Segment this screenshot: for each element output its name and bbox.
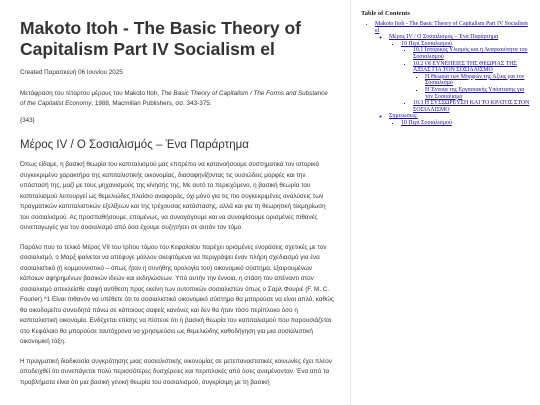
toc-link-10-3[interactable]: 10.3 Η ΣΥΣΣΩΡΕΥΣΗ ΚΑΙ ΤΟ ΚΡΑΤΟΣ ΣΤΟΝ ΣΟΣΙΑΛΙΣΜΟ	[413, 100, 530, 113]
paragraph-2-a: Παρόλο που το τελικό Μέρος VII του τρίτου τόμου του	[20, 243, 171, 251]
intro-text	[20, 89, 334, 108]
toc-item-notes-ch10	[401, 120, 531, 127]
paragraph-2	[20, 243, 334, 348]
toc-item-doc	[375, 21, 531, 127]
toc-item-10-3	[413, 100, 531, 113]
toc-item-labour-substance	[425, 87, 531, 100]
toc-link-doc[interactable]: Makoto Itoh - The Basic Theory of Capitalism Part IV Socialism el	[375, 21, 528, 34]
intro-prefix: Μετάφραση του τέταρτου μέρους του Makoto Itoh,	[20, 90, 161, 97]
toc-link-notes[interactable]: Σημειώσεις:	[389, 113, 418, 120]
toc-item-ch10	[401, 41, 531, 114]
toc-heading: Table of Contents	[361, 10, 410, 17]
paragraph-1: Όπως είδαμε, η βασική θεωρία του καπιταλισμού μας επιτρέπει να κατανοήσουμε συστηματικά τον ιστορικά συγκεκριμένο χαρακτήρα της καπιταλιστικής οικονομίας, διασαφηνίζοντας τις ουσιώδεις μορφές και την υπόστασή της, μαζί με τους μηχανισμούς της κίνησής της. Με αυτό το περιεχόμενο, η βασική θεωρία του καπιταλισμού λειτουργεί ως θεμελιώδες πλαίσιο αναφοράς, όχι μόνο για τις πιο συγκεκριμένες αναλύσεις των πραγματικών καπιταλιστικών εξελίξεων και της τρέχουσας κατάστασης, αλλά και για τη θεωρητική τεκμηρίωση του σοσιαλισμού. Ας προσπαθήσουμε, επομένως, να συναγάγουμε και να συνοψίσουμε ορισμένες πιθανές συνεπαγωγές για τον σοσιαλισμό από όσα έχουμε συζητήσει σε αυτόν τον τόμο.	[20, 161, 326, 231]
toc-item-10-2	[413, 61, 531, 101]
paragraph-2-b: παρέχει ορισμένες ενοράσεις σχετικές με τον σοσιαλισμό, ο Μαρξ φαίνεται να απέφυγε μάλλον σκεφτόμενα να περιγράψει έναν πλήρη σχεδιασμό για ένα σοσιαλιστικό (ή κομμουνιστικό – όπως ήταν η συνήθης ορολογία του) οικονομικό σύστημα, εξαιρουμένων κάποιων αφηρημένων βασικών ιδεών και εκδηλώσεων. Υπό αυτήν την έννοια, η στάση του απέναντι στον σοσιαλισμό απεκλείσθε σαφή αντίθεση προς εκείνη των ουτοπικών σοσιαλιστών όπως ο Σαρλ Φουριέ (F. M. C. Fourier).^1 Είναι πιθανόν να υπέθετε ότι το σοσιαλιστικό οικονομικό σύστημα θα μπορούσε να είναι απλό, καθώς θα οικοδομείτο συνειδητά πάνω σε κάποιους σαφείς κανόνες και δεν θα ήταν τόσο περίπλοκο όσο η καπιταλιστική οικονομία. Ενδέχεται επίσης να πίστευε ότι η βασική θεωρία του καπιταλισμού που παρουσιάζεται στο Κεφάλαιο θα μπορούσε ταυτόχρονα να χρησιμεύσει ως θεμελιώδης καθοδήγηση για μια σοσιαλιστική οικονομική τάξη.	[20, 243, 334, 345]
toc-link-labour-substance[interactable]: Η Έννοια της Εργασιακής Υπόστασης για τον Σοσιαλισμό	[425, 86, 525, 100]
toc-item-value-forms	[425, 74, 531, 87]
intro-book-title: The Basic Theory of Capitalism / The Forms and Substance of the Capitalist Economy	[20, 90, 328, 107]
paragraph-2-italic: Κεφαλαίου	[170, 243, 201, 251]
toc-link-ch10[interactable]: 10 Περί Σοσιαλισμού	[401, 40, 452, 47]
toc-item-notes	[389, 113, 531, 126]
toc-link-10-2[interactable]: 10.2 ΟΙ ΕΥΝΕΠΕΙΕΣ ΤΗΣ ΘΕΩΡΙΑΣ ΤΗΣ ΑΞΙΑΣ ΓΙΑ ΤΟΝ ΣΟΣΙΑΛΙΣΜΟ	[413, 60, 517, 74]
toc-item-part4	[389, 34, 531, 113]
toc-link-notes-ch10[interactable]: 10 Περί Σοσιαλισμού	[401, 119, 452, 126]
sidebar-divider	[350, 0, 351, 405]
toc-list	[361, 21, 531, 127]
toc-link-value-forms[interactable]: Η Θεωρία των Μορφών της Αξίας για τον Σοσιαλισμό	[425, 73, 525, 87]
document-body	[20, 18, 334, 397]
section-heading: Μέρος IV / Ο Σοσιαλισμός – Ένα Παράρτημα	[20, 139, 249, 151]
intro-suffix: , 1988, Macmillan Publishers, σσ. 343-375.	[91, 99, 212, 107]
page-marker: {343}	[20, 117, 35, 124]
toc-link-part4[interactable]: Μέρος IV / Ο Σοσιαλισμός – Ένα Παράρτημα	[389, 34, 499, 41]
created-date: Created Παρασκευή 06 Ιουνίου 2025	[20, 69, 123, 76]
page-title: Makoto Itoh - The Basic Theory of Capitalism Part IV Socialism el	[20, 18, 301, 59]
table-of-contents	[361, 10, 531, 127]
toc-item-10-1	[413, 47, 531, 60]
toc-link-10-1[interactable]: 10.1 Ιστορικός Υλισμός και η Αναγκαιότητα του Σοσιαλισμού	[413, 47, 528, 60]
paragraph-3: Η πραγματική διαδικασία συγκρότησης μιας σοσιαλιστικής οικονομίας σε μετεπαναστατικές κοινωνίες έχει πλέον αποδειχθεί ότι συνεπάγεται πολύ περισσότερες δυσχέρειες και περιπλοκές από όσες αναμένονταν. Ένα από τα προβλήματα είναι ότι μια βασική γενική θεωρία του σοσιαλισμού, συγκρίσιμη με τη βασική	[20, 357, 332, 386]
